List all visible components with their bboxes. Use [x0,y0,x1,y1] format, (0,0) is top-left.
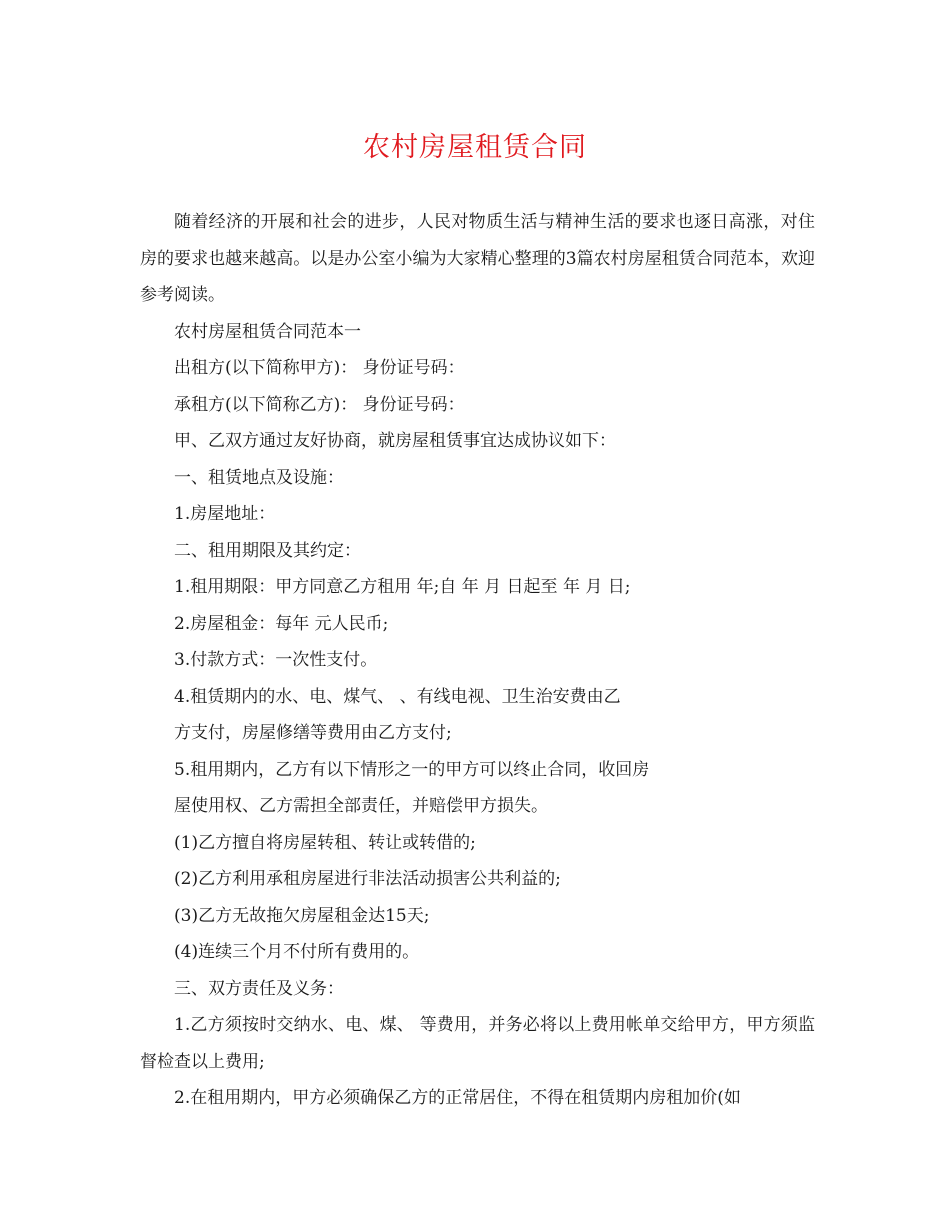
clause-item: 2.在租用期内，甲方必须确保乙方的正常居住，不得在租赁期内房租加价(如 [174,1088,741,1108]
sub-clause-item: (2)乙方利用承租房屋进行非法活动损害公共利益的; [174,869,561,889]
clause-item: 1.乙方须按时交纳水、电、煤、 等费用，并务必将以上费用帐单交给甲方，甲方须监督检查以上费用; [140,1015,815,1072]
sub-clause-item: (3)乙方无故拖欠房屋租金达15天; [174,905,430,926]
agreement-intro-line: 甲、乙双方通过友好协商，就房屋租赁事宜达成协议如下： [174,431,616,451]
intro-paragraph: 随着经济的开展和社会的进步，人民对物质生活与精神生活的要求也逐日高涨，对住房的要求也越来越高。以是办公室小编为大家精心整理的3篇农村房屋租赁合同范本，欢迎参考阅读。 [140,212,815,305]
section-heading-sample-one: 农村房屋租赁合同范本一 [174,321,361,342]
clause-item-continued: 方支付，房屋修缮等费用由乙方支付; [174,723,452,743]
sub-clause-item: (1)乙方擅自将房屋转租、转让或转借的; [174,832,476,853]
clause-heading-1: 一、租赁地点及设施： [174,467,344,488]
clause-heading-2: 二、租用期限及其约定： [174,540,361,561]
lessee-line: 承租方(以下简称乙方)： 身份证号码： [174,394,465,415]
clause-item-continued: 屋使用权、乙方需担全部责任，并赔偿甲方损失。 [174,796,548,816]
clause-item: 3.付款方式：一次性支付。 [174,650,378,670]
clause-item: 2.房屋租金：每年 元人民币; [174,613,389,634]
clause-item: 1.租用期限：甲方同意乙方租用 年;自 年 月 日起至 年 月 日; [174,577,631,597]
document-body [140,204,815,1117]
clause-item: 5.租用期内，乙方有以下情形之一的甲方可以终止合同，收回房 [174,759,650,780]
clause-item: 4.租赁期内的水、电、煤气、 、有线电视、卫生治安费由乙 [174,686,621,707]
lessor-line: 出租方(以下简称甲方)： 身份证号码： [174,358,465,378]
clause-heading-3: 三、双方责任及义务： [174,978,344,999]
document-title: 农村房屋租赁合同 [363,132,587,163]
clause-item: 1.房屋地址： [174,504,276,524]
sub-clause-item: (4)连续三个月不付所有费用的。 [174,942,420,962]
